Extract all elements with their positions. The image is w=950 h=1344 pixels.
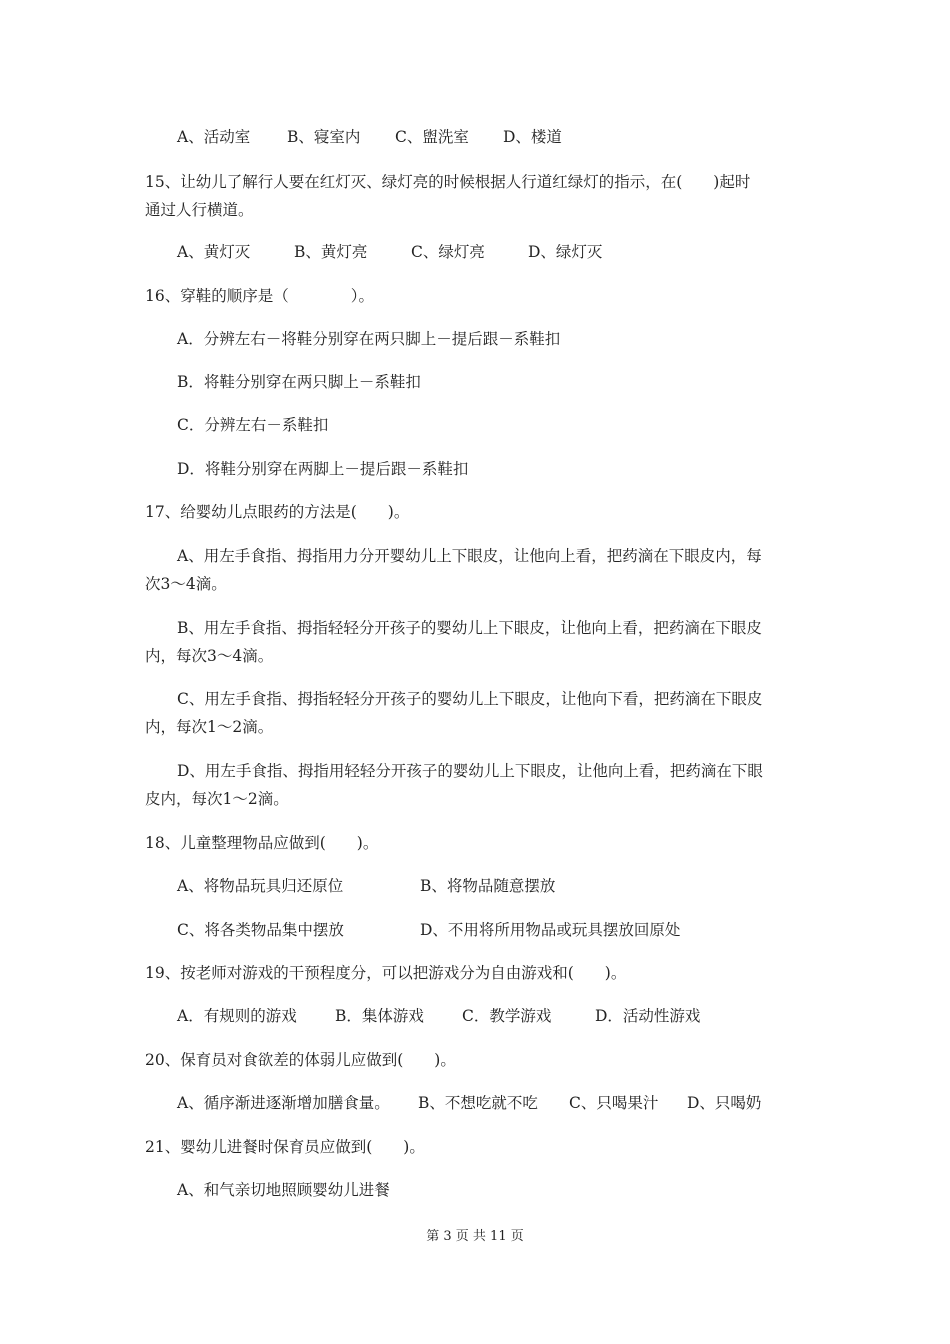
q18-options-row2 (177, 920, 680, 940)
page-number: 第 3 页 共 11 页 (426, 1229, 524, 1244)
q18-question: 18、儿童整理物品应做到( )。 (145, 834, 379, 852)
q18-option-b: B、将物品随意摆放 (420, 877, 556, 895)
q17-option-b-line2: 内，每次3～4滴。 (145, 647, 274, 665)
q17-option-d-line1: D、用左手食指、拇指用轻轻分开孩子的婴幼儿上下眼皮，让他向上看，把药滴在下眼 (177, 762, 763, 780)
q15-option-a: A、黄灯灭 (177, 243, 251, 261)
q16-option-a: A．分辨左右－将鞋分别穿在两只脚上－提后跟－系鞋扣 (177, 330, 561, 348)
q20-option-b: B、不想吃就不吃 (418, 1094, 538, 1112)
q15-question-line1: 15、让幼儿了解行人要在红灯灭、绿灯亮的时候根据人行道红绿灯的指示，在( )起时 (145, 173, 751, 191)
q16-option-c: C．分辨左右－系鞋扣 (177, 416, 329, 434)
q21-question: 21、婴幼儿进餐时保育员应做到( )。 (145, 1138, 425, 1156)
q17-option-a-line2: 次3～4滴。 (145, 575, 227, 593)
q20-options (177, 1093, 761, 1113)
q17-question: 17、给婴幼儿点眼药的方法是( )。 (145, 503, 410, 521)
q17-option-b-line1: B、用左手食指、拇指轻轻分开孩子的婴幼儿上下眼皮，让他向上看，把药滴在下眼皮 (177, 619, 762, 637)
q15-question-line2: 通过人行横道。 (145, 201, 254, 219)
q16-question: 16、穿鞋的顺序是（ ）。 (145, 287, 374, 305)
q18-option-c: C、将各类物品集中摆放 (177, 921, 344, 939)
q14-option-b: B、寝室内 (287, 128, 361, 146)
q16-option-b: B．将鞋分别穿在两只脚上－系鞋扣 (177, 373, 421, 391)
q20-option-a: A、循序渐进逐渐增加膳食量。 (177, 1094, 390, 1112)
q19-option-a: A．有规则的游戏 (177, 1007, 297, 1025)
q19-option-c: C．教学游戏 (462, 1007, 552, 1025)
q17-option-c-line2: 内，每次1～2滴。 (145, 718, 274, 736)
q15-option-b: B、黄灯亮 (294, 243, 368, 261)
q16-option-d: D．将鞋分别穿在两脚上－提后跟－系鞋扣 (177, 460, 469, 478)
q17-option-a-line1: A、用左手食指、拇指用力分开婴幼儿上下眼皮，让他向上看，把药滴在下眼皮内，每 (177, 547, 762, 565)
q17-option-c-line1: C、用左手食指、拇指轻轻分开孩子的婴幼儿上下眼皮，让他向下看，把药滴在下眼皮 (177, 690, 763, 708)
q18-options-row1 (177, 876, 555, 896)
q19-question: 19、按老师对游戏的干预程度分，可以把游戏分为自由游戏和( )。 (145, 964, 627, 982)
q14-option-d: D、楼道 (503, 128, 562, 146)
q18-option-a: A、将物品玩具归还原位 (177, 877, 344, 895)
q15-options (177, 242, 602, 262)
q15-option-c: C、绿灯亮 (411, 243, 485, 261)
q17-option-d-line2: 皮内，每次1～2滴。 (145, 790, 289, 808)
q14-option-c: C、盥洗室 (395, 128, 469, 146)
q14-option-a: A、活动室 (177, 128, 251, 146)
q19-option-d: D．活动性游戏 (595, 1007, 701, 1025)
q14-options (177, 127, 562, 147)
q15-option-d: D、绿灯灭 (528, 243, 603, 261)
q19-option-b: B．集体游戏 (335, 1007, 424, 1025)
q18-option-d: D、不用将所用物品或玩具摆放回原处 (420, 921, 681, 939)
q21-option-a: A、和气亲切地照顾婴幼儿进餐 (177, 1181, 390, 1199)
q20-option-d: D、只喝奶 (687, 1094, 762, 1112)
q20-question: 20、保育员对食欲差的体弱儿应做到( )。 (145, 1051, 456, 1069)
q20-option-c: C、只喝果汁 (569, 1094, 659, 1112)
q19-options (177, 1006, 700, 1026)
